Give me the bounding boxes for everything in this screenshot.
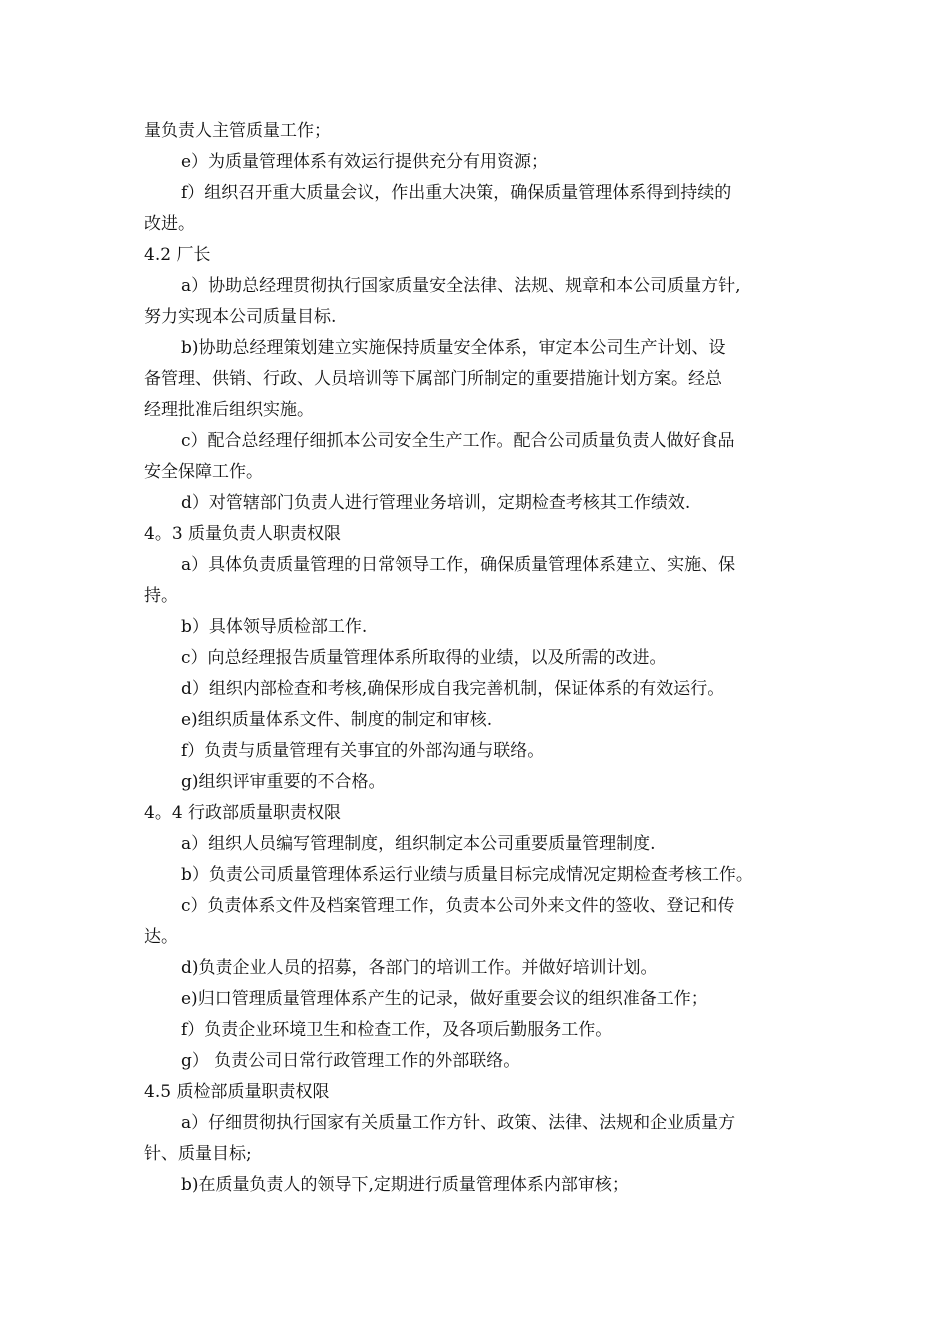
text-line: 4.2 厂长 — [144, 245, 211, 265]
text-line: c）负责体系文件及档案管理工作，负责本公司外来文件的签收、登记和传 — [181, 896, 735, 916]
text-line: 量负责人主管质量工作； — [144, 121, 331, 141]
text-line: e）为质量管理体系有效运行提供充分有用资源； — [181, 152, 549, 172]
text-line: f）负责企业环境卫生和检查工作，及各项后勤服务工作。 — [181, 1020, 613, 1040]
text-line: a）组织人员编写管理制度，组织制定本公司重要质量管理制度. — [181, 834, 656, 854]
text-line: 经理批准后组织实施。 — [144, 400, 314, 420]
text-line: a）协助总经理贯彻执行国家质量安全法律、法规、规章和本公司质量方针, — [181, 276, 741, 296]
text-line: 4.5 质检部质量职责权限 — [144, 1082, 330, 1102]
text-line: 4。3 质量负责人职责权限 — [144, 524, 342, 544]
text-line: 持。 — [144, 586, 178, 606]
text-line: 改进。 — [144, 214, 195, 234]
text-line: b）具体领导质检部工作. — [181, 617, 368, 637]
text-line: 针、质量目标; — [144, 1144, 252, 1164]
text-line: c）配合总经理仔细抓本公司安全生产工作。配合公司质量负责人做好食品 — [181, 431, 735, 451]
text-line: a）仔细贯彻执行国家有关质量工作方针、政策、法律、法规和企业质量方 — [181, 1113, 736, 1133]
text-line: b)在质量负责人的领导下,定期进行质量管理体系内部审核； — [181, 1175, 629, 1195]
text-line: 安全保障工作。 — [144, 462, 263, 482]
text-line: f）负责与质量管理有关事宜的外部沟通与联络。 — [181, 741, 545, 761]
text-line: b）负责公司质量管理体系运行业绩与质量目标完成情况定期检查考核工作。 — [181, 865, 753, 885]
text-line: e)归口管理质量管理体系产生的记录，做好重要会议的组织准备工作； — [181, 989, 708, 1009]
text-line: g)组织评审重要的不合格。 — [181, 772, 386, 792]
text-line: 备管理、供销、行政、人员培训等下属部门所制定的重要措施计划方案。经总 — [144, 369, 722, 389]
text-line: d）对管辖部门负责人进行管理业务培训，定期检查考核其工作绩效. — [181, 493, 691, 513]
text-line: 努力实现本公司质量目标. — [144, 307, 337, 327]
text-line: f）组织召开重大质量会议，作出重大决策，确保质量管理体系得到持续的 — [181, 183, 732, 203]
text-line: g） 负责公司日常行政管理工作的外部联络。 — [181, 1051, 521, 1071]
document-body — [144, 116, 824, 1201]
text-line: d）组织内部检查和考核,确保形成自我完善机制，保证体系的有效运行。 — [181, 679, 725, 699]
text-line: c）向总经理报告质量管理体系所取得的业绩，以及所需的改进。 — [181, 648, 667, 668]
text-line: a）具体负责质量管理的日常领导工作，确保质量管理体系建立、实施、保 — [181, 555, 736, 575]
text-line: 4。4 行政部质量职责权限 — [144, 803, 342, 823]
text-line: d)负责企业人员的招募，各部门的培训工作。并做好培训计划。 — [181, 958, 658, 978]
text-line: 达。 — [144, 927, 178, 947]
text-line: b)协助总经理策划建立实施保持质量安全体系，审定本公司生产计划、设 — [181, 338, 726, 358]
text-line: e)组织质量体系文件、制度的制定和审核. — [181, 710, 493, 730]
